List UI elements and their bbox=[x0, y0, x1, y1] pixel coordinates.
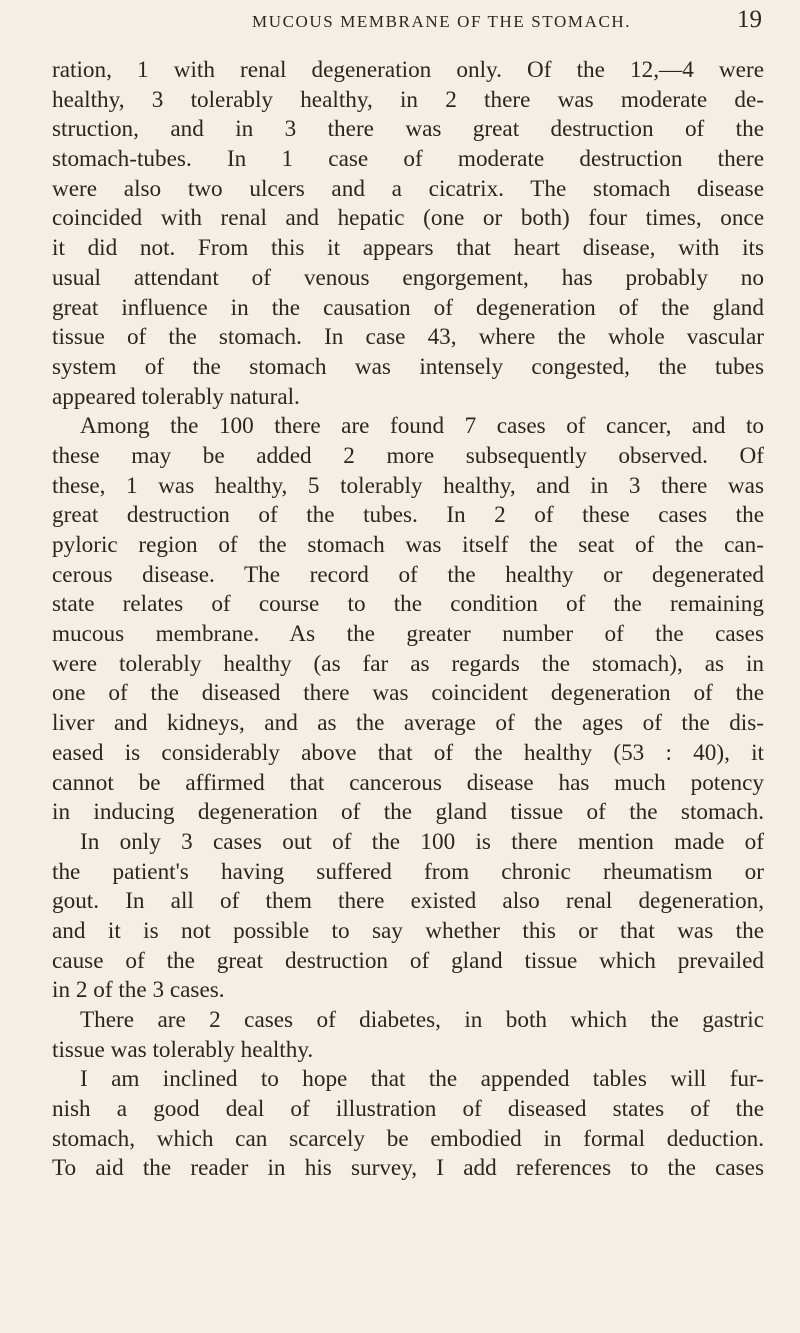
text-line: liver and kidneys, and as the average of the ages of the dis- bbox=[52, 710, 764, 737]
text-line: it did not. From this it appears that heart disease, with its bbox=[52, 235, 764, 262]
paragraph-start-line: In only 3 cases out of the 100 is there mention made of bbox=[80, 828, 764, 855]
text-line: great destruction of the tubes. In 2 of these cases the bbox=[52, 502, 764, 529]
text-line: usual attendant of venous engorgement, has probably no bbox=[52, 264, 764, 291]
text-line: in 2 of the 3 cases. bbox=[52, 977, 225, 1004]
text-line: were tolerably healthy (as far as regards the stomach), as in bbox=[52, 650, 764, 677]
text-line: stomach, which can scarcely be embodied in formal deduction. bbox=[52, 1125, 764, 1152]
paragraph-start-line: There are 2 cases of diabetes, in both which the gastric bbox=[80, 1007, 764, 1033]
text-line: pyloric region of the stomach was itself the seat of the can- bbox=[52, 532, 764, 558]
text-line: coincided with renal and hepatic (one or both) four times, once bbox=[52, 205, 764, 232]
text-line: struction, and in 3 there was great destruction of the bbox=[52, 116, 764, 143]
text-line: mucous membrane. As the greater number of the cases bbox=[52, 621, 764, 648]
text-line: cerous disease. The record of the healthy or degenerated bbox=[52, 561, 764, 588]
text-line: tissue was tolerably healthy. bbox=[52, 1036, 314, 1063]
running-head bbox=[0, 4, 800, 44]
text-line: system of the stomach was intensely congested, the tubes bbox=[52, 353, 764, 380]
text-line: eased is considerably above that of the healthy (53 : 40), it bbox=[52, 739, 764, 766]
text-line: state relates of course to the condition of the remaining bbox=[52, 591, 764, 618]
text-line: ration, 1 with renal degeneration only. Of the 12,—4 were bbox=[52, 57, 764, 83]
text-line: the patient's having suffered from chronic rheumatism or bbox=[52, 858, 764, 885]
text-line: in inducing degeneration of the gland tissue of the stomach. bbox=[52, 799, 764, 826]
paragraph-start-line: Among the 100 there are found 7 cases of cancer, and to bbox=[80, 413, 764, 440]
body-text bbox=[52, 56, 764, 1184]
text-line: great influence in the causation of degeneration of the gland bbox=[52, 294, 764, 321]
text-line: cause of the great destruction of gland tissue which prevailed bbox=[52, 947, 764, 974]
text-line: cannot be affirmed that cancerous disease has much potency bbox=[52, 769, 764, 796]
text-line: these may be added 2 more subsequently observed. Of bbox=[52, 442, 764, 469]
page-number: 19 bbox=[737, 6, 762, 33]
text-line: To aid the reader in his survey, I add references to the cases bbox=[52, 1155, 764, 1182]
text-line: one of the diseased there was coincident degeneration of the bbox=[52, 680, 764, 707]
running-title: MUCOUS MEMBRANE OF THE STOMACH. bbox=[252, 12, 632, 31]
text-line: were also two ulcers and a cicatrix. The stomach disease bbox=[52, 175, 764, 202]
text-line: gout. In all of them there existed also renal degeneration, bbox=[52, 888, 764, 915]
text-line: stomach-tubes. In 1 case of moderate destruction there bbox=[52, 146, 764, 173]
text-line: nish a good deal of illustration of diseased states of the bbox=[52, 1096, 764, 1123]
text-line: and it is not possible to say whether this or that was the bbox=[52, 917, 764, 944]
text-line: tissue of the stomach. In case 43, where the whole vascular bbox=[52, 324, 764, 351]
text-line: these, 1 was healthy, 5 tolerably healthy, and in 3 there was bbox=[52, 472, 764, 499]
text-line: healthy, 3 tolerably healthy, in 2 there was moderate de- bbox=[52, 86, 764, 113]
paragraph-start-line: I am inclined to hope that the appended tables will fur- bbox=[80, 1066, 764, 1093]
text-line: appeared tolerably natural. bbox=[52, 383, 300, 410]
